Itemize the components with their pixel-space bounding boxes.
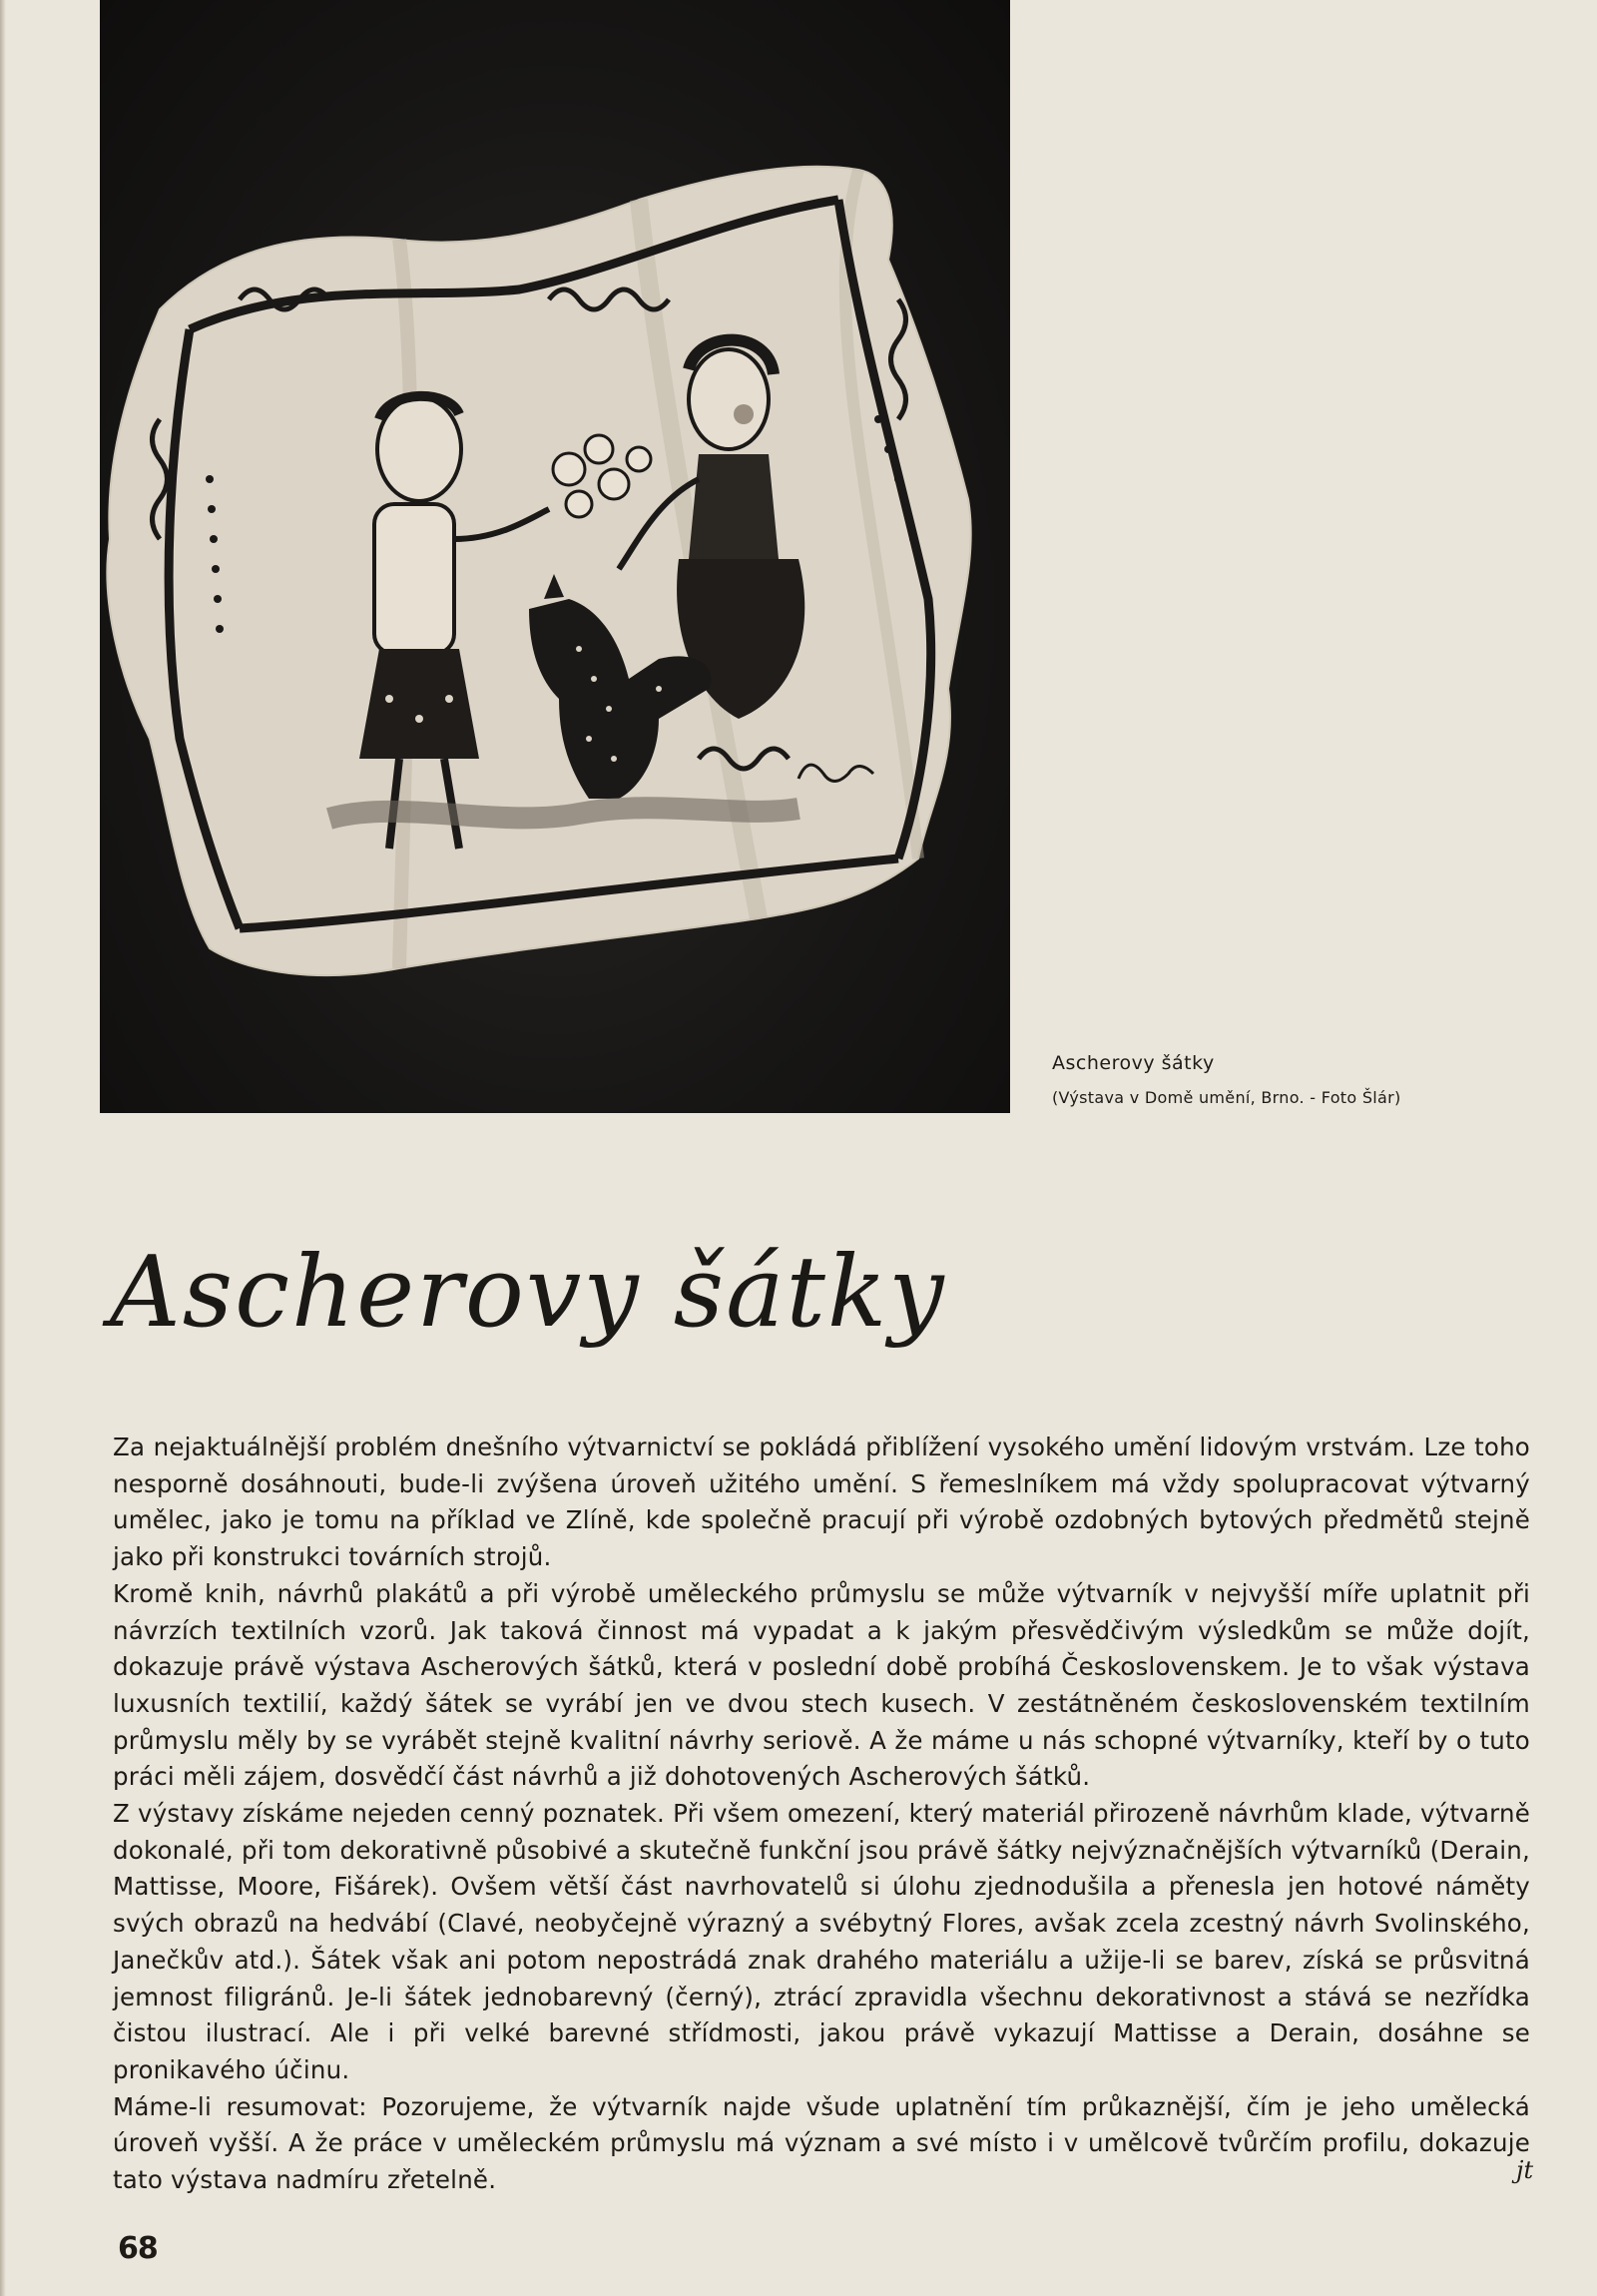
caption-credit: (Výstava v Domě umění, Brno. - Foto Šlár) [1052,1088,1401,1107]
article-body [113,1430,1530,2199]
page-number: 68 [118,2231,158,2266]
caption-title: Ascherovy šátky [1052,1052,1215,1074]
scarf-illustration [100,0,1010,1113]
page-edge [0,0,6,2296]
photo-caption [1052,1049,1571,1111]
author-initials: jt [1516,2156,1534,2184]
scarf-photograph [100,0,1010,1113]
paragraph-1: Za nejaktuálnější problém dnešního výtvarnictví se pokládá přiblížení vysokého umění lidovým vrstvám. Lze toho nesporně dosáhnouti, bude-li zvýšena úroveň užitého umění. S řemeslníkem má vždy spolupracovat výtvarný umělec, jako je tomu na příklad ve Zlíně, kde společně pracují při výrobě ozdobných bytových předmětů stejně jako při konstrukci továrních strojů. [113,1433,1530,1572]
paragraph-3: Z výstavy získáme nejeden cenný poznatek. Při všem omezení, který materiál přirozeně návrhům klade, výtvarně dokonalé, při tom dekorativně působivé a skutečně funkční jsou právě šátky nejvýznačnějších výtvarníků (Derain, Mattisse, Moore, Fišárek). Ovšem větší část navrhovatelů si úlohu zjednodušila a přenesla jen hotové náměty svých obrazů na hedvábí (Clavé, neobyčejně výrazný a svébytný Flores, avšak zcela zcestný návrh Svolinského, Janečkův atd.). Šátek však ani potom nepostrádá znak drahého materiálu a užije-li se barev, získá se průsvitná jemnost filigránů. Je-li šátek jednobarevný (černý), ztrácí zpravidla všechnu dekorativnost a stává se nezřídka čistou ilustrací. Ale i při velké barevné střídmosti, jakou právě vykazují Mattisse a Derain, dosáhne se pronikavého účinu. [113,1799,1530,2084]
article-title: Ascherovy šátky [110,1236,946,1350]
paragraph-2: Kromě knih, návrhů plakátů a při výrobě uměleckého průmyslu se může výtvarník v nejvyšší míře uplatnit při návrzích textilních vzorů. Jak taková činnost má vypadat a k jakým přesvědčivým výsledkům se může dojít, dokazuje právě výstava Ascherových šátků, která v poslední době probíhá Československem. Je to však výstava luxusních textilií, každý šátek se vyrábí jen ve dvou stech kusech. V zestátněném československém textilním průmyslu měly by se vyrábět stejně kvalitní návrhy seriově. A že máme u nás schopné výtvarníky, kteří by o tuto práci měli zájem, dosvědčí část návrhů a již dohotovených Ascherových šátků. [113,1578,1530,1792]
paragraph-4: Máme-li resumovat: Pozorujeme, že výtvarník najde všude uplatnění tím průkaznější, čím je jeho umělecká úroveň vyšší. A že práce v uměleckém průmyslu má význam a své místo i v umělcově tvůrčím profilu, dokazuje tato výstava nadmíru zřetelně. [113,2091,1530,2195]
